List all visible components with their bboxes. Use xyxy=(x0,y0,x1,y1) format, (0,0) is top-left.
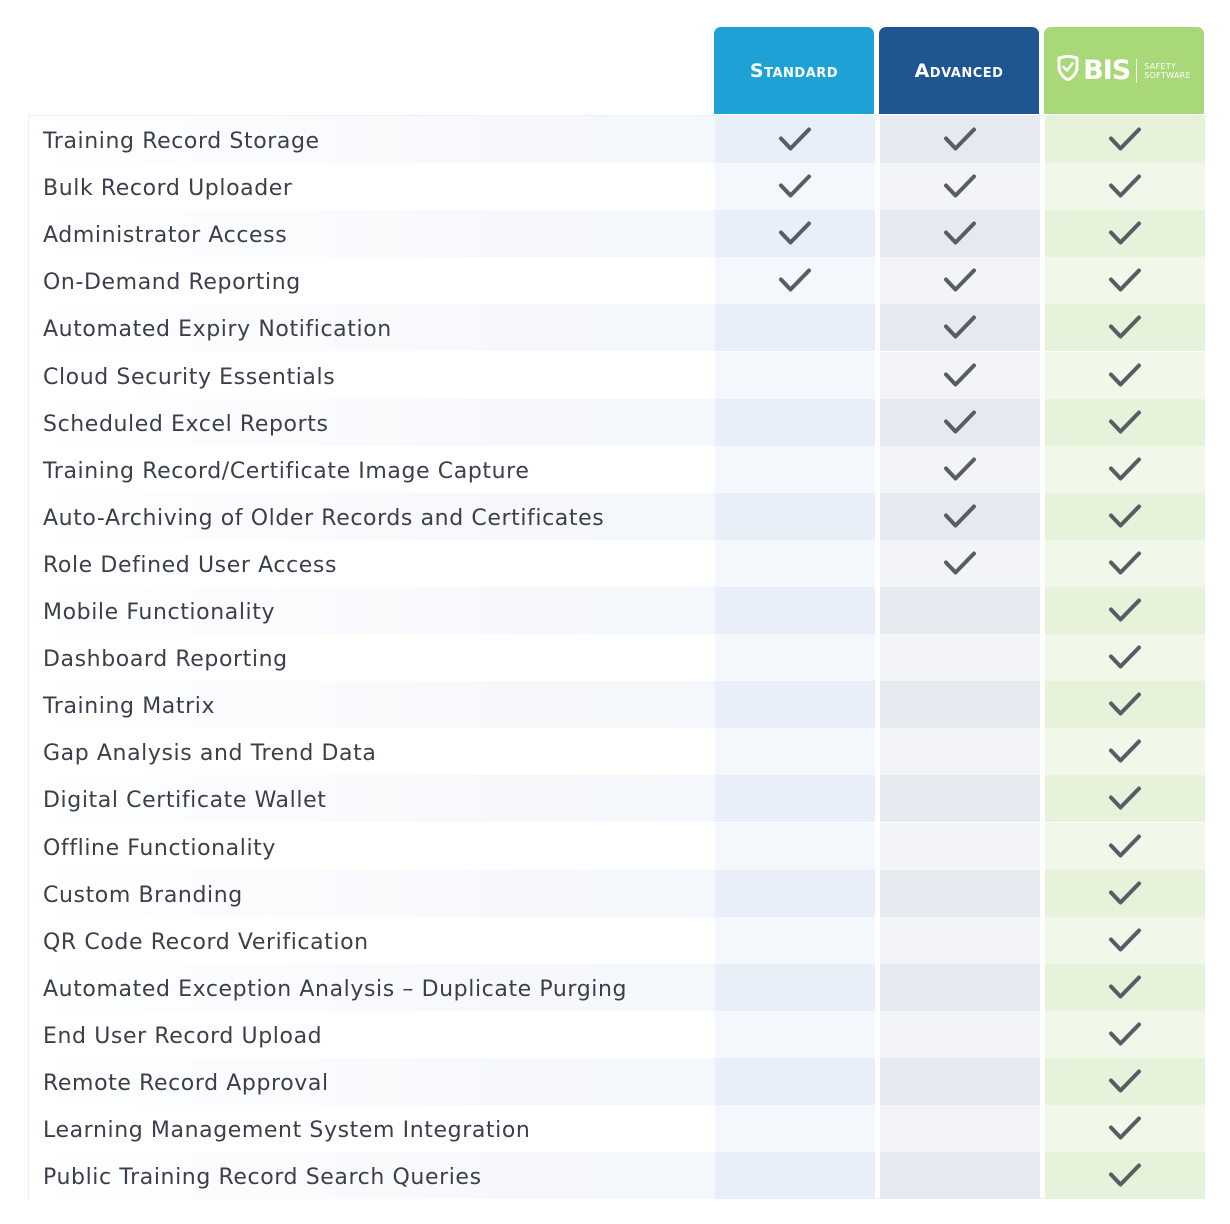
standard-plan-header xyxy=(714,27,874,114)
checkmark-icon xyxy=(1108,267,1142,295)
bis-safety-software-logo xyxy=(1057,55,1191,86)
standard-plan-cell xyxy=(715,304,875,351)
bis-plan-cell xyxy=(1045,257,1205,304)
standard-plan-cell xyxy=(715,493,875,540)
standard-plan-cell xyxy=(715,775,875,822)
feature-cell xyxy=(29,493,715,540)
standard-plan-cell xyxy=(715,681,875,728)
feature-cell xyxy=(29,634,715,681)
feature-row xyxy=(29,1011,1204,1058)
advanced-plan-cell xyxy=(880,446,1040,493)
advanced-plan-cell xyxy=(880,1011,1040,1058)
shield-check-icon xyxy=(1057,55,1079,86)
feature-cell xyxy=(29,870,715,917)
feature-row xyxy=(29,728,1204,775)
feature-cell xyxy=(29,399,715,446)
checkmark-icon xyxy=(943,456,977,484)
feature-row xyxy=(29,681,1204,728)
feature-cell xyxy=(29,1058,715,1105)
checkmark-icon xyxy=(1108,1162,1142,1190)
feature-row xyxy=(29,540,1204,587)
feature-label: Dashboard Reporting xyxy=(43,647,288,672)
feature-cell xyxy=(29,1011,715,1058)
feature-label: Scheduled Excel Reports xyxy=(43,412,329,437)
feature-label: End User Record Upload xyxy=(43,1024,323,1049)
standard-plan-cell xyxy=(715,163,875,210)
checkmark-icon xyxy=(943,220,977,248)
bis-plan-cell xyxy=(1045,1105,1205,1152)
bis-plan-cell xyxy=(1045,210,1205,257)
checkmark-icon xyxy=(1108,927,1142,955)
feature-row xyxy=(29,163,1204,210)
standard-plan-cell xyxy=(715,1011,875,1058)
advanced-plan-cell xyxy=(880,399,1040,446)
feature-label: Role Defined User Access xyxy=(43,553,338,578)
checkmark-icon xyxy=(1108,738,1142,766)
bis-plan-cell xyxy=(1045,681,1205,728)
bis-plan-header xyxy=(1044,27,1204,114)
advanced-plan-cell xyxy=(880,870,1040,917)
advanced-plan-cell xyxy=(880,728,1040,775)
feature-cell xyxy=(29,1152,715,1199)
feature-cell xyxy=(29,540,715,587)
feature-label: Learning Management System Integration xyxy=(43,1118,531,1143)
feature-cell xyxy=(29,587,715,634)
feature-row xyxy=(29,352,1204,399)
feature-row xyxy=(29,587,1204,634)
bis-plan-cell xyxy=(1045,1011,1205,1058)
feature-label: Bulk Record Uploader xyxy=(43,176,293,201)
feature-label: Automated Exception Analysis – Duplicate Purging xyxy=(43,977,628,1002)
feature-label: Custom Branding xyxy=(43,883,243,908)
bis-logo-divider xyxy=(1136,59,1137,83)
bis-plan-cell xyxy=(1045,1058,1205,1105)
feature-label: Training Record/Certificate Image Capture xyxy=(43,459,530,484)
feature-cell xyxy=(29,1105,715,1152)
bis-plan-cell xyxy=(1045,870,1205,917)
feature-cell xyxy=(29,257,715,304)
feature-row xyxy=(29,775,1204,822)
feature-row xyxy=(29,446,1204,493)
checkmark-icon xyxy=(943,173,977,201)
standard-plan-cell xyxy=(715,540,875,587)
bis-plan-cell xyxy=(1045,399,1205,446)
advanced-plan-cell xyxy=(880,1105,1040,1152)
checkmark-icon xyxy=(1108,974,1142,1002)
standard-plan-cell xyxy=(715,116,875,163)
bis-plan-cell xyxy=(1045,634,1205,681)
advanced-plan-cell xyxy=(880,917,1040,964)
bis-plan-cell xyxy=(1045,163,1205,210)
checkmark-icon xyxy=(943,126,977,154)
standard-plan-cell xyxy=(715,446,875,493)
checkmark-icon xyxy=(1108,409,1142,437)
bis-plan-cell xyxy=(1045,823,1205,870)
standard-plan-cell xyxy=(715,823,875,870)
checkmark-icon xyxy=(1108,1068,1142,1096)
standard-plan-label: Standard xyxy=(749,59,839,82)
advanced-plan-cell xyxy=(880,540,1040,587)
bis-plan-cell xyxy=(1045,352,1205,399)
feature-label: Remote Record Approval xyxy=(43,1071,329,1096)
advanced-plan-cell xyxy=(880,116,1040,163)
standard-plan-cell xyxy=(715,1058,875,1105)
checkmark-icon xyxy=(778,220,812,248)
feature-label: Auto-Archiving of Older Records and Certificates xyxy=(43,506,605,531)
feature-cell xyxy=(29,681,715,728)
checkmark-icon xyxy=(943,409,977,437)
feature-cell xyxy=(29,964,715,1011)
checkmark-icon xyxy=(1108,362,1142,390)
feature-label: Training Matrix xyxy=(43,694,216,719)
bis-plan-cell xyxy=(1045,304,1205,351)
feature-label: Training Record Storage xyxy=(43,129,320,154)
advanced-plan-cell xyxy=(880,210,1040,257)
bis-plan-cell xyxy=(1045,587,1205,634)
checkmark-icon xyxy=(943,503,977,531)
feature-row xyxy=(29,210,1204,257)
feature-row xyxy=(29,257,1204,304)
bis-logo-word: BIS xyxy=(1083,55,1131,86)
checkmark-icon xyxy=(1108,691,1142,719)
feature-label: On-Demand Reporting xyxy=(43,270,301,295)
feature-row xyxy=(29,964,1204,1011)
feature-cell xyxy=(29,728,715,775)
feature-cell xyxy=(29,116,715,163)
advanced-plan-cell xyxy=(880,634,1040,681)
advanced-plan-cell xyxy=(880,1058,1040,1105)
standard-plan-cell xyxy=(715,728,875,775)
advanced-plan-cell xyxy=(880,352,1040,399)
feature-cell xyxy=(29,210,715,257)
bis-logo-sub-line2: SOFTWARE xyxy=(1144,70,1191,80)
advanced-plan-cell xyxy=(880,257,1040,304)
checkmark-icon xyxy=(1108,550,1142,578)
feature-label: Automated Expiry Notification xyxy=(43,317,392,342)
standard-plan-cell xyxy=(715,1105,875,1152)
standard-plan-cell xyxy=(715,587,875,634)
feature-row xyxy=(29,634,1204,681)
checkmark-icon xyxy=(1108,173,1142,201)
advanced-plan-cell xyxy=(880,775,1040,822)
feature-row xyxy=(29,823,1204,870)
advanced-plan-cell xyxy=(880,1152,1040,1199)
bis-plan-cell xyxy=(1045,964,1205,1011)
bis-plan-cell xyxy=(1045,1152,1205,1199)
feature-row xyxy=(29,304,1204,351)
checkmark-icon xyxy=(1108,785,1142,813)
feature-cell xyxy=(29,917,715,964)
checkmark-icon xyxy=(1108,833,1142,861)
feature-cell xyxy=(29,775,715,822)
advanced-plan-cell xyxy=(880,163,1040,210)
checkmark-icon xyxy=(1108,503,1142,531)
advanced-plan-cell xyxy=(880,587,1040,634)
feature-label: Gap Analysis and Trend Data xyxy=(43,741,377,766)
checkmark-icon xyxy=(778,173,812,201)
bis-plan-cell xyxy=(1045,775,1205,822)
bis-plan-cell xyxy=(1045,446,1205,493)
checkmark-icon xyxy=(1108,644,1142,672)
feature-label: Administrator Access xyxy=(43,223,288,248)
feature-row xyxy=(29,1105,1204,1152)
advanced-plan-cell xyxy=(880,823,1040,870)
feature-comparison-table xyxy=(28,115,1205,1199)
bis-plan-cell xyxy=(1045,493,1205,540)
feature-cell xyxy=(29,163,715,210)
standard-plan-cell xyxy=(715,257,875,304)
standard-plan-cell xyxy=(715,1152,875,1199)
checkmark-icon xyxy=(1108,314,1142,342)
checkmark-icon xyxy=(1108,1021,1142,1049)
feature-row xyxy=(29,917,1204,964)
feature-label: Public Training Record Search Queries xyxy=(43,1165,482,1190)
bis-logo-subtitle xyxy=(1144,62,1191,80)
checkmark-icon xyxy=(943,362,977,390)
standard-plan-cell xyxy=(715,634,875,681)
standard-plan-cell xyxy=(715,399,875,446)
checkmark-icon xyxy=(943,314,977,342)
standard-plan-cell xyxy=(715,964,875,1011)
bis-logo-sub-line1: SAFETY xyxy=(1144,61,1177,71)
feature-label: Offline Functionality xyxy=(43,836,277,861)
feature-row xyxy=(29,493,1204,540)
advanced-plan-cell xyxy=(880,681,1040,728)
feature-cell xyxy=(29,352,715,399)
checkmark-icon xyxy=(1108,126,1142,154)
checkmark-icon xyxy=(1108,1115,1142,1143)
checkmark-icon xyxy=(943,267,977,295)
checkmark-icon xyxy=(778,267,812,295)
bis-plan-cell xyxy=(1045,540,1205,587)
checkmark-icon xyxy=(1108,220,1142,248)
feature-cell xyxy=(29,823,715,870)
feature-label: Digital Certificate Wallet xyxy=(43,788,327,813)
advanced-plan-cell xyxy=(880,493,1040,540)
standard-plan-cell xyxy=(715,870,875,917)
standard-plan-cell xyxy=(715,352,875,399)
feature-label: Cloud Security Essentials xyxy=(43,365,336,390)
standard-plan-cell xyxy=(715,210,875,257)
checkmark-icon xyxy=(943,550,977,578)
feature-label: Mobile Functionality xyxy=(43,600,276,625)
feature-cell xyxy=(29,446,715,493)
checkmark-icon xyxy=(1108,456,1142,484)
advanced-plan-label: Advanced xyxy=(914,59,1004,82)
feature-row xyxy=(29,116,1204,163)
bis-plan-cell xyxy=(1045,917,1205,964)
bis-plan-cell xyxy=(1045,728,1205,775)
checkmark-icon xyxy=(1108,880,1142,908)
feature-row xyxy=(29,870,1204,917)
checkmark-icon xyxy=(778,126,812,154)
feature-cell xyxy=(29,304,715,351)
advanced-plan-cell xyxy=(880,304,1040,351)
checkmark-icon xyxy=(1108,597,1142,625)
feature-row xyxy=(29,399,1204,446)
feature-row xyxy=(29,1058,1204,1105)
bis-plan-cell xyxy=(1045,116,1205,163)
advanced-plan-cell xyxy=(880,964,1040,1011)
standard-plan-cell xyxy=(715,917,875,964)
feature-label: QR Code Record Verification xyxy=(43,930,369,955)
feature-row xyxy=(29,1152,1204,1199)
advanced-plan-header xyxy=(879,27,1039,114)
